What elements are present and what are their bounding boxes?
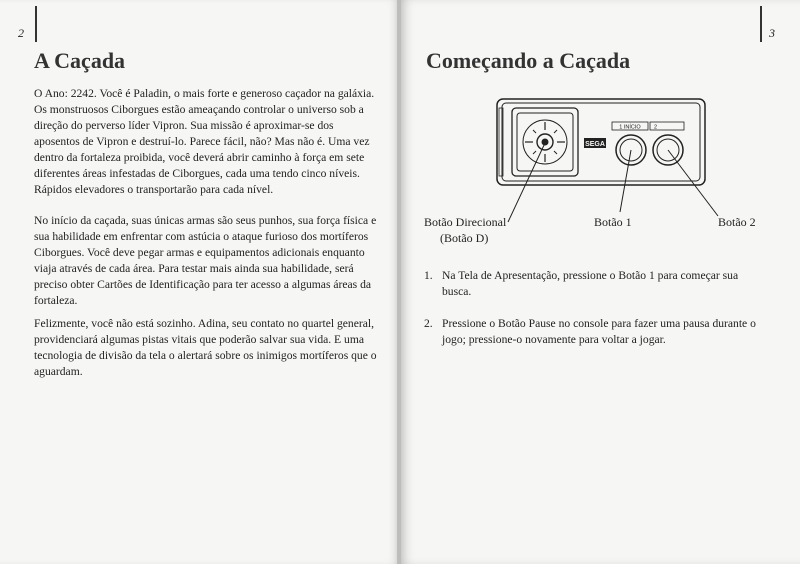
- left-header-rule: [35, 6, 37, 42]
- list-item: [424, 268, 764, 300]
- right-page-title: Começando a Caçada: [426, 48, 631, 73]
- button2-label: Botão 2: [718, 215, 756, 229]
- step-number: 1.: [424, 269, 433, 282]
- directional-button-sublabel: (Botão D): [440, 231, 489, 245]
- directional-button-label: Botão Direcional: [424, 215, 507, 229]
- left-page-title: A Caçada: [34, 48, 126, 73]
- right-header-rule: [760, 6, 762, 42]
- sega-logo: [584, 138, 606, 148]
- controller-diagram: [496, 98, 706, 186]
- button1-label: Botão 1: [594, 215, 632, 229]
- weapons-paragraph: No início da caçada, suas únicas armas são seus punhos, sua força física e sua habilidade em enfrentar com astúcia o ataque furioso dos mortíferos Ciborgues. Você deve pegar armas e equipamentos adicionais enquanto viaja através de cada área. Para testar mais ainda sua habilidade, será preciso obter Cartões de Identificação para ter acesso a algumas áreas da fortaleza.: [34, 214, 377, 307]
- list-item: [424, 316, 764, 348]
- svg-text:SEGA: SEGA: [585, 141, 605, 148]
- button1-tag: 1 INÍCIO: [619, 124, 641, 131]
- instruction-list: [424, 268, 764, 364]
- step-text: Pressione o Botão Pause no console para fazer uma pausa durante o jogo; pressione-o novamente para voltar a jogar.: [442, 317, 756, 346]
- adina-paragraph: Felizmente, você não está sozinho. Adina, seu contato no quartel general, providenciará algumas pistas vitais que poderão salvar sua vida. E uma tecnologia de divisão da tela o alertará sobre os inimigos mortíferos que o aguardam.: [34, 317, 377, 378]
- right-page-number: 3: [769, 26, 775, 40]
- book-spine: [397, 0, 401, 564]
- step-number: 2.: [424, 317, 433, 330]
- button2-tag: 2: [654, 124, 658, 131]
- left-page-number: 2: [18, 26, 24, 40]
- step-text: Na Tela de Apresentação, pressione o Botão 1 para começar sua busca.: [442, 269, 739, 298]
- intro-paragraph: O Ano: 2242. Você é Paladin, o mais forte e generoso caçador na galáxia. Os monstruosos Ciborgues estão ameaçando controlar o universo sob a direção do perverso líder Vipron. Sua missão é aproximar-se dos aposentos de Vipron e destruí-lo. Parece fácil, não? Mas não é. Uma vez dentro da fortaleza proibida, você deverá abrir caminho à força em sete diferentes áreas infestadas de Ciborgues, cada uma tendo cinco níveis. Rápidos elevadores o transportarão para cada nível.: [34, 87, 375, 196]
